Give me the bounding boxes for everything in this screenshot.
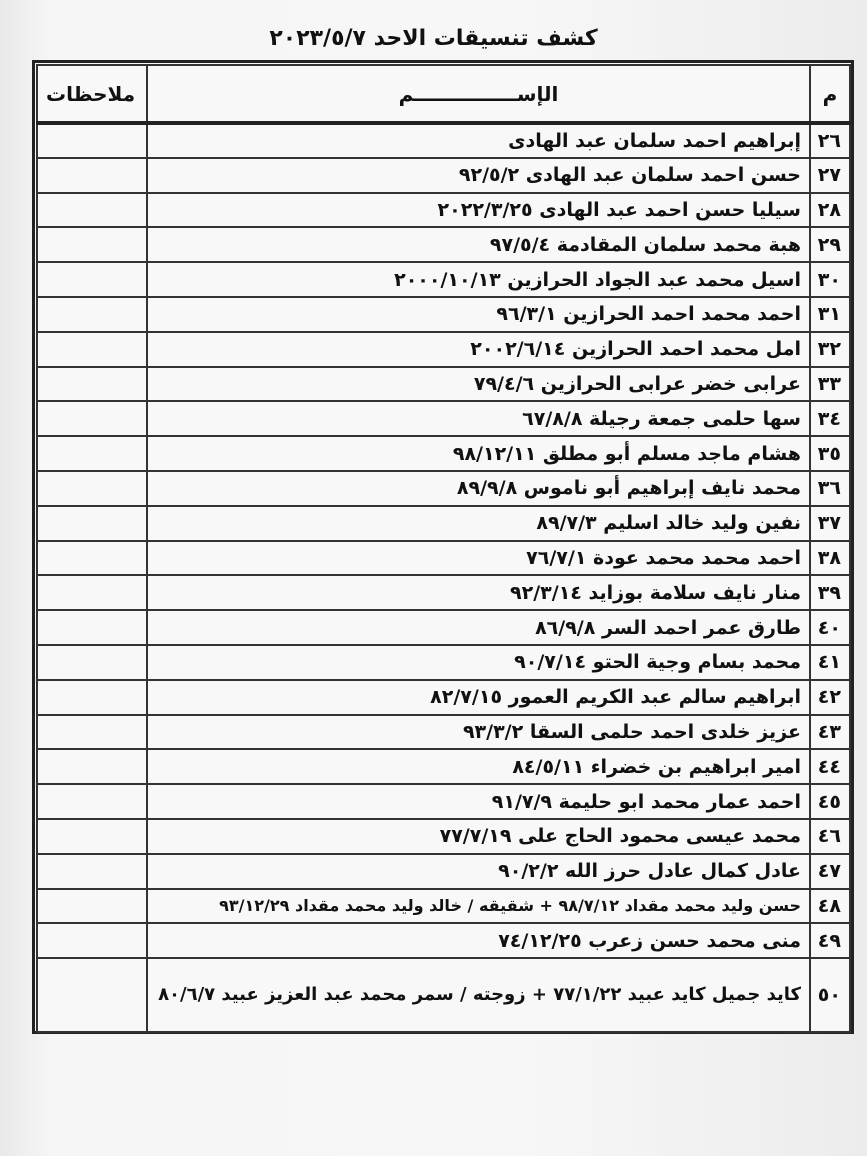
row-notes (37, 367, 147, 402)
row-name: امل محمد احمد الحرازين ٢٠٠٢/٦/١٤ (147, 332, 810, 367)
row-number: ٢٩ (810, 227, 850, 262)
row-notes (37, 297, 147, 332)
row-name: حسن احمد سلمان عبد الهادى ٩٢/٥/٢ (147, 158, 810, 193)
table-row (37, 227, 850, 262)
row-number: ٢٧ (810, 158, 850, 193)
row-notes (37, 227, 147, 262)
table-row (37, 367, 850, 402)
row-notes (37, 680, 147, 715)
header-name: الإســـــــــــــــم (147, 65, 810, 123)
row-name: طارق عمر احمد السر ٨٦/٩/٨ (147, 610, 810, 645)
table-row (37, 297, 850, 332)
table-row (37, 819, 850, 854)
table-row (37, 123, 850, 158)
header-notes: ملاحظات (37, 65, 147, 123)
row-notes (37, 436, 147, 471)
row-name: محمد نايف إبراهيم أبو ناموس ٨٩/٩/٨ (147, 471, 810, 506)
names-table (36, 64, 851, 1033)
row-notes (37, 332, 147, 367)
row-name: كايد جميل كايد عبيد ٧٧/١/٢٢ + زوجته / سمر محمد عبد العزيز عبيد ٨٠/٦/٧ (147, 958, 810, 1032)
row-name: عرابى خضر عرابى الحرازين ٧٩/٤/٦ (147, 367, 810, 402)
row-name: احمد محمد احمد الحرازين ٩٦/٣/١ (147, 297, 810, 332)
table-row (37, 471, 850, 506)
row-number: ٤٦ (810, 819, 850, 854)
row-notes (37, 645, 147, 680)
row-notes (37, 784, 147, 819)
table-row (37, 958, 850, 1032)
table-row (37, 436, 850, 471)
row-number: ٣٤ (810, 401, 850, 436)
table-row (37, 889, 850, 924)
row-notes (37, 158, 147, 193)
table-body (37, 123, 850, 1032)
row-name: محمد عيسى محمود الحاج على ٧٧/٧/١٩ (147, 819, 810, 854)
row-name: هبة محمد سلمان المقادمة ٩٧/٥/٤ (147, 227, 810, 262)
table-row (37, 645, 850, 680)
row-notes (37, 819, 147, 854)
row-number: ٤٥ (810, 784, 850, 819)
row-number: ٤٣ (810, 715, 850, 750)
table-row (37, 332, 850, 367)
row-number: ٣٧ (810, 506, 850, 541)
row-name: سيليا حسن احمد عبد الهادى ٢٠٢٢/٣/٢٥ (147, 193, 810, 228)
row-notes (37, 715, 147, 750)
row-notes (37, 610, 147, 645)
row-name: نفين وليد خالد اسليم ٨٩/٧/٣ (147, 506, 810, 541)
table-row (37, 158, 850, 193)
row-notes (37, 575, 147, 610)
row-number: ٣٨ (810, 541, 850, 576)
row-name: هشام ماجد مسلم أبو مطلق ٩٨/١٢/١١ (147, 436, 810, 471)
row-number: ٥٠ (810, 958, 850, 1032)
row-name: حسن وليد محمد مقداد ٩٨/٧/١٢ + شقيقه / خالد وليد محمد مقداد ٩٣/١٢/٢٩ (147, 889, 810, 924)
row-notes (37, 262, 147, 297)
table-row (37, 541, 850, 576)
table-row (37, 401, 850, 436)
table-row (37, 506, 850, 541)
row-name: عزيز خلدى احمد حلمى السقا ٩٣/٣/٢ (147, 715, 810, 750)
row-name: إبراهيم احمد سلمان عبد الهادى (147, 123, 810, 158)
row-number: ٤٩ (810, 923, 850, 958)
row-notes (37, 506, 147, 541)
row-notes (37, 958, 147, 1032)
row-name: اسيل محمد عبد الجواد الحرازين ٢٠٠٠/١٠/١٣ (147, 262, 810, 297)
row-name: احمد محمد محمد عودة ٧٦/٧/١ (147, 541, 810, 576)
row-notes (37, 923, 147, 958)
row-number: ٣٣ (810, 367, 850, 402)
row-number: ٣٢ (810, 332, 850, 367)
row-name: محمد بسام وجية الحتو ٩٠/٧/١٤ (147, 645, 810, 680)
table-row (37, 784, 850, 819)
row-number: ٣٠ (810, 262, 850, 297)
row-number: ٤٢ (810, 680, 850, 715)
table-row (37, 854, 850, 889)
table-row (37, 715, 850, 750)
header-number: م (810, 65, 850, 123)
row-number: ٣٦ (810, 471, 850, 506)
table-header-row (37, 65, 850, 123)
row-number: ٣٩ (810, 575, 850, 610)
row-notes (37, 541, 147, 576)
row-name: سها حلمى جمعة رجيلة ٦٧/٨/٨ (147, 401, 810, 436)
row-notes (37, 471, 147, 506)
row-number: ٢٨ (810, 193, 850, 228)
row-notes (37, 401, 147, 436)
table-row (37, 575, 850, 610)
document-title: كشف تنسيقات الاحد ٢٠٢٣/٥/٧ (269, 26, 598, 51)
row-name: منار نايف سلامة بوزايد ٩٢/٣/١٤ (147, 575, 810, 610)
row-notes (37, 854, 147, 889)
row-number: ٣١ (810, 297, 850, 332)
row-notes (37, 749, 147, 784)
row-number: ٣٥ (810, 436, 850, 471)
row-number: ٢٦ (810, 123, 850, 158)
row-notes (37, 123, 147, 158)
row-name: ابراهيم سالم عبد الكريم العمور ٨٢/٧/١٥ (147, 680, 810, 715)
row-number: ٤٠ (810, 610, 850, 645)
table-row (37, 749, 850, 784)
table-row (37, 923, 850, 958)
row-number: ٤٨ (810, 889, 850, 924)
row-notes (37, 889, 147, 924)
table-row (37, 680, 850, 715)
table-row (37, 193, 850, 228)
row-name: منى محمد حسن زعرب ٧٤/١٢/٢٥ (147, 923, 810, 958)
row-name: امير ابراهيم بن خضراء ٨٤/٥/١١ (147, 749, 810, 784)
row-number: ٤٧ (810, 854, 850, 889)
row-number: ٤٤ (810, 749, 850, 784)
table-row (37, 610, 850, 645)
row-name: احمد عمار محمد ابو حليمة ٩١/٧/٩ (147, 784, 810, 819)
table-row (37, 262, 850, 297)
row-number: ٤١ (810, 645, 850, 680)
row-name: عادل كمال عادل حرز الله ٩٠/٢/٢ (147, 854, 810, 889)
row-notes (37, 193, 147, 228)
